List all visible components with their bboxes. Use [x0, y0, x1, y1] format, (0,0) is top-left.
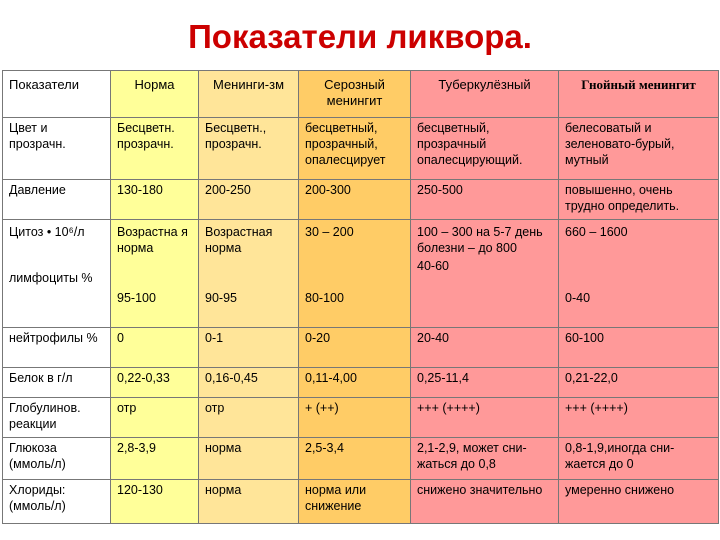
cell-tuberculous: 20-40 [411, 328, 559, 368]
cell-purulent: +++ (++++) [559, 398, 719, 438]
cell-norm: 0,22-0,33 [111, 368, 199, 398]
cell-tuberculous: 250-500 [411, 180, 559, 220]
lymphocytes-purulent: 0-40 [565, 291, 591, 305]
header-serous: Серозный менингит [299, 71, 411, 118]
cell-serous: 0-20 [299, 328, 411, 368]
cell-tuberculous-cytosis [411, 220, 559, 328]
cytosis-tuberculous: 100 – 300 на 5-7 день болезни – до 800 [417, 225, 543, 255]
header-indicators: Показатели [3, 71, 111, 118]
table-row [3, 220, 719, 328]
csf-table [2, 70, 719, 524]
cell-meningism: 200-250 [199, 180, 299, 220]
cell-meningism-cytosis [199, 220, 299, 328]
row-label: Белок в г/л [3, 368, 111, 398]
cytosis-meningism: Возрастная норма [205, 225, 273, 255]
lymphocytes-serous: 80-100 [305, 291, 344, 305]
lymphocytes-norm: 95-100 [117, 291, 156, 305]
cell-tuberculous: +++ (++++) [411, 398, 559, 438]
cell-tuberculous: бесцветный, прозрачный опалесцирующий. [411, 118, 559, 180]
cell-meningism: 0-1 [199, 328, 299, 368]
cell-norm: отр [111, 398, 199, 438]
cell-meningism: норма [199, 480, 299, 524]
cytosis-serous: 30 – 200 [305, 225, 354, 239]
row-label: Давление [3, 180, 111, 220]
cell-purulent: умеренно снижено [559, 480, 719, 524]
cell-serous: норма или снижение [299, 480, 411, 524]
cell-purulent: 0,8-1,9,иногда сни-жается до 0 [559, 438, 719, 480]
header-norm: Норма [111, 71, 199, 118]
cell-serous: + (++) [299, 398, 411, 438]
table-row [3, 398, 719, 438]
cell-purulent: 60-100 [559, 328, 719, 368]
cell-purulent-cytosis [559, 220, 719, 328]
header-row [3, 71, 719, 118]
cell-norm: 120-130 [111, 480, 199, 524]
cell-serous: 0,11-4,00 [299, 368, 411, 398]
cytosis-purulent: 660 – 1600 [565, 225, 628, 239]
cell-norm: 0 [111, 328, 199, 368]
row-label: Глобулинов. реакции [3, 398, 111, 438]
table-row [3, 368, 719, 398]
lymphocytes-label: лимфоциты % [9, 271, 93, 285]
cytosis-norm: Возрастна я норма [117, 225, 188, 255]
cell-purulent: повышенно, очень трудно определить. [559, 180, 719, 220]
cell-tuberculous: 0,25-11,4 [411, 368, 559, 398]
lymphocytes-tuberculous: 40-60 [417, 259, 449, 273]
page-title: Показатели ликвора. [188, 18, 532, 55]
cell-norm: 130-180 [111, 180, 199, 220]
cell-serous: бесцветный, прозрачный, опалесцирует [299, 118, 411, 180]
cell-norm-cytosis [111, 220, 199, 328]
header-meningism: Менинги-зм [199, 71, 299, 118]
cell-serous: 2,5-3,4 [299, 438, 411, 480]
cell-norm: 2,8-3,9 [111, 438, 199, 480]
cytosis-label: Цитоз • 10⁶/л [9, 225, 85, 239]
cell-meningism: Бесцветн., прозрачн. [199, 118, 299, 180]
cell-purulent: белесоватый и зеленовато-бурый, мутный [559, 118, 719, 180]
cell-tuberculous: снижено значительно [411, 480, 559, 524]
cell-norm: Бесцветн. прозрачн. [111, 118, 199, 180]
cell-purulent: 0,21-22,0 [559, 368, 719, 398]
table-row [3, 180, 719, 220]
table-row [3, 438, 719, 480]
row-label: Цвет и прозрачн. [3, 118, 111, 180]
table-row [3, 328, 719, 368]
row-label-cytosis [3, 220, 111, 328]
header-tuberculous: Туберкулёзный [411, 71, 559, 118]
lymphocytes-meningism: 90-95 [205, 291, 237, 305]
cell-meningism: 0,16-0,45 [199, 368, 299, 398]
cell-serous-cytosis [299, 220, 411, 328]
table-row [3, 480, 719, 524]
row-label: Хлориды: (ммоль/л) [3, 480, 111, 524]
cell-serous: 200-300 [299, 180, 411, 220]
row-label: нейтрофилы % [3, 328, 111, 368]
table-row [3, 118, 719, 180]
cell-tuberculous: 2,1-2,9, может сни-жаться до 0,8 [411, 438, 559, 480]
header-purulent: Гнойный менингит [559, 71, 719, 118]
row-label: Глюкоза (ммоль/л) [3, 438, 111, 480]
cell-meningism: норма [199, 438, 299, 480]
cell-meningism: отр [199, 398, 299, 438]
